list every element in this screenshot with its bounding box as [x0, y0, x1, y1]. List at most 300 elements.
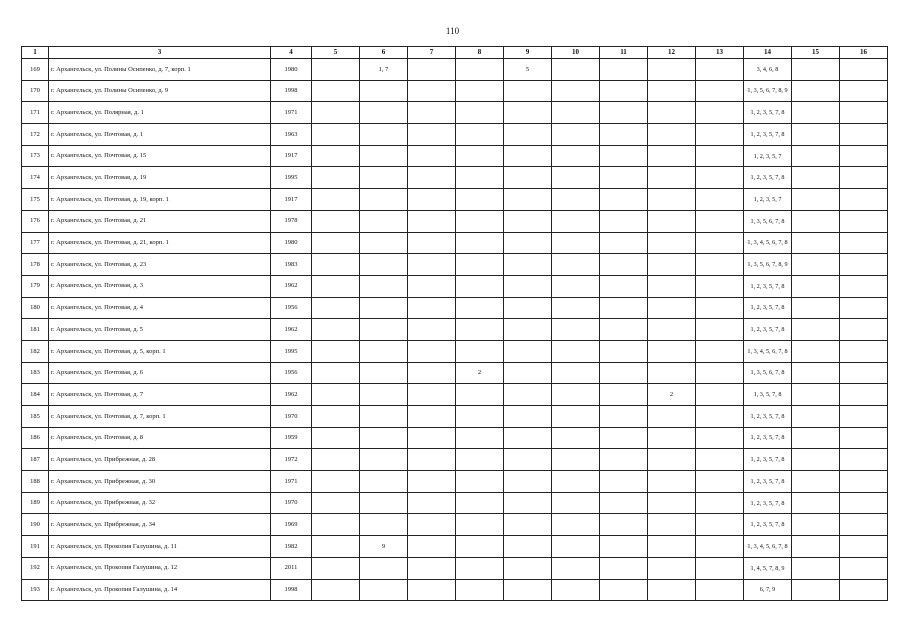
table-cell	[600, 514, 648, 536]
table-cell	[360, 384, 408, 406]
table-cell	[792, 145, 840, 167]
table-cell	[360, 102, 408, 124]
table-cell	[456, 427, 504, 449]
table-cell: 1956	[271, 297, 312, 319]
table-cell	[600, 492, 648, 514]
table-cell	[552, 362, 600, 384]
table-cell: г. Архангельск, ул. Прокопия Галушина, д. 11	[49, 536, 271, 558]
table-cell	[504, 124, 552, 146]
table-cell: 2011	[271, 557, 312, 579]
table-cell	[792, 471, 840, 493]
table-cell: 1, 2, 3, 5, 7, 8	[744, 167, 792, 189]
table-cell: 192	[22, 557, 49, 579]
table-cell	[648, 406, 696, 428]
table-cell	[792, 427, 840, 449]
table-row	[22, 449, 888, 471]
table-row	[22, 492, 888, 514]
table-cell	[840, 449, 888, 471]
table-cell	[552, 189, 600, 211]
table-cell	[552, 297, 600, 319]
table-row	[22, 232, 888, 254]
table-cell	[600, 297, 648, 319]
table-cell: 5	[504, 59, 552, 81]
table-cell	[312, 579, 360, 601]
table-cell	[840, 80, 888, 102]
table-cell	[504, 536, 552, 558]
table-cell	[696, 124, 744, 146]
table-cell	[792, 536, 840, 558]
table-cell: 191	[22, 536, 49, 558]
table-cell	[312, 167, 360, 189]
table-cell	[600, 384, 648, 406]
table-cell	[360, 254, 408, 276]
table-cell	[840, 297, 888, 319]
table-cell	[552, 536, 600, 558]
table-row	[22, 340, 888, 362]
table-cell	[840, 275, 888, 297]
table-cell: 1980	[271, 59, 312, 81]
header-row	[22, 47, 888, 59]
table-cell	[408, 124, 456, 146]
table-cell: 1962	[271, 319, 312, 341]
table-cell	[360, 557, 408, 579]
table-cell	[456, 449, 504, 471]
table-cell: 1, 3, 5, 6, 7, 8	[744, 362, 792, 384]
table-cell: 3, 4, 6, 8	[744, 59, 792, 81]
table-cell	[312, 557, 360, 579]
table-cell: 1917	[271, 189, 312, 211]
table-cell: 181	[22, 319, 49, 341]
table-cell	[360, 232, 408, 254]
table-cell	[696, 145, 744, 167]
table-cell	[840, 579, 888, 601]
table-cell	[600, 406, 648, 428]
table-cell	[696, 579, 744, 601]
table-cell: г. Архангельск, ул. Почтовая, д. 7	[49, 384, 271, 406]
table-cell	[840, 59, 888, 81]
table-cell: г. Архангельск, ул. Почтовая, д. 19, корп. 1	[49, 189, 271, 211]
table-cell	[552, 471, 600, 493]
table-cell	[696, 362, 744, 384]
table-cell	[312, 232, 360, 254]
table-cell: 180	[22, 297, 49, 319]
table-cell	[792, 254, 840, 276]
table-cell	[408, 427, 456, 449]
table-cell: 1956	[271, 362, 312, 384]
table-cell	[504, 492, 552, 514]
table-cell	[600, 449, 648, 471]
table-cell	[840, 471, 888, 493]
table-cell	[504, 449, 552, 471]
table-cell	[648, 427, 696, 449]
table-cell	[360, 80, 408, 102]
table-cell	[840, 362, 888, 384]
table-cell: 1995	[271, 340, 312, 362]
table-cell	[696, 297, 744, 319]
table-cell	[648, 232, 696, 254]
table-cell: г. Архангельск, ул. Почтовая, д. 7, корп. 1	[49, 406, 271, 428]
table-cell	[792, 514, 840, 536]
table-cell	[696, 406, 744, 428]
table-cell	[648, 362, 696, 384]
table-cell	[552, 145, 600, 167]
table-cell	[648, 124, 696, 146]
table-cell	[840, 514, 888, 536]
table-cell: 1980	[271, 232, 312, 254]
column-header: 5	[312, 47, 360, 59]
table-cell	[408, 210, 456, 232]
table-cell	[456, 210, 504, 232]
table-cell: 1978	[271, 210, 312, 232]
table-cell	[792, 362, 840, 384]
table-cell	[696, 59, 744, 81]
table-cell	[312, 340, 360, 362]
table-cell	[600, 124, 648, 146]
table-cell	[504, 319, 552, 341]
column-header: 14	[744, 47, 792, 59]
table-cell	[600, 167, 648, 189]
table-row	[22, 167, 888, 189]
table-row	[22, 406, 888, 428]
table-cell	[600, 232, 648, 254]
table-cell: 1971	[271, 102, 312, 124]
table-cell	[360, 124, 408, 146]
table-cell: 1970	[271, 492, 312, 514]
table-cell: г. Архангельск, ул. Почтовая, д. 8	[49, 427, 271, 449]
column-header: 9	[504, 47, 552, 59]
table-cell	[504, 297, 552, 319]
table-cell: 182	[22, 340, 49, 362]
table-cell: 1998	[271, 579, 312, 601]
table-cell	[408, 275, 456, 297]
table-cell: 169	[22, 59, 49, 81]
table-cell	[504, 189, 552, 211]
table-cell	[648, 210, 696, 232]
table-cell	[792, 102, 840, 124]
column-header: 3	[49, 47, 271, 59]
table-cell	[552, 514, 600, 536]
table-cell	[696, 427, 744, 449]
table-cell	[312, 384, 360, 406]
table-cell: 1, 3, 5, 7, 8	[744, 384, 792, 406]
table-cell	[552, 124, 600, 146]
table-cell: 190	[22, 514, 49, 536]
table-cell	[456, 254, 504, 276]
column-header: 10	[552, 47, 600, 59]
table-cell	[312, 406, 360, 428]
table-cell: 1, 3, 4, 5, 6, 7, 8	[744, 232, 792, 254]
table-row	[22, 102, 888, 124]
table-cell: г. Архангельск, ул. Почтовая, д. 19	[49, 167, 271, 189]
table-cell	[360, 210, 408, 232]
table-cell	[408, 514, 456, 536]
table-cell	[552, 340, 600, 362]
table-cell: г. Архангельск, ул. Прибрежная, д. 32	[49, 492, 271, 514]
table-cell	[504, 167, 552, 189]
table-cell: 184	[22, 384, 49, 406]
table-cell	[696, 319, 744, 341]
table-cell: 176	[22, 210, 49, 232]
table-cell	[840, 340, 888, 362]
table-cell: 188	[22, 471, 49, 493]
table-cell: г. Архангельск, ул. Почтовая, д. 5, корп. 1	[49, 340, 271, 362]
table-cell	[696, 514, 744, 536]
table-cell	[408, 362, 456, 384]
table-cell	[648, 254, 696, 276]
table-cell	[360, 189, 408, 211]
table-row	[22, 514, 888, 536]
table-cell	[552, 102, 600, 124]
table-cell	[456, 340, 504, 362]
table-row	[22, 59, 888, 81]
table-cell	[840, 427, 888, 449]
table-cell	[552, 427, 600, 449]
table-cell	[312, 449, 360, 471]
table-cell	[408, 80, 456, 102]
table-cell: 1, 2, 3, 5, 7, 8	[744, 275, 792, 297]
table-cell	[792, 189, 840, 211]
table-cell	[648, 449, 696, 471]
table-cell: 1972	[271, 449, 312, 471]
table-cell	[360, 579, 408, 601]
table-cell	[600, 362, 648, 384]
table-cell	[552, 579, 600, 601]
table-cell	[648, 297, 696, 319]
table-cell	[840, 232, 888, 254]
table-row	[22, 427, 888, 449]
table-cell	[456, 319, 504, 341]
table-cell	[312, 210, 360, 232]
table-cell	[552, 557, 600, 579]
table-cell	[696, 557, 744, 579]
table-cell	[792, 59, 840, 81]
table-cell	[648, 471, 696, 493]
table-cell: 173	[22, 145, 49, 167]
table-cell	[504, 210, 552, 232]
table-cell	[360, 492, 408, 514]
table-cell: 186	[22, 427, 49, 449]
table-cell	[456, 579, 504, 601]
table-cell	[504, 579, 552, 601]
table-cell	[552, 232, 600, 254]
table-cell	[648, 145, 696, 167]
table-cell	[312, 80, 360, 102]
table-cell	[552, 449, 600, 471]
table-cell	[360, 449, 408, 471]
column-header: 6	[360, 47, 408, 59]
table-cell	[552, 492, 600, 514]
table-cell	[312, 536, 360, 558]
table-cell	[600, 471, 648, 493]
table-row	[22, 362, 888, 384]
table-cell	[648, 579, 696, 601]
table-cell: 1969	[271, 514, 312, 536]
table-cell	[600, 102, 648, 124]
table-cell	[792, 80, 840, 102]
table-cell	[696, 189, 744, 211]
table-cell	[456, 536, 504, 558]
table-cell	[408, 59, 456, 81]
table-cell	[840, 406, 888, 428]
table-cell: 1, 7	[360, 59, 408, 81]
table-row	[22, 210, 888, 232]
table-cell	[648, 492, 696, 514]
table-cell	[408, 536, 456, 558]
table-cell	[360, 471, 408, 493]
table-row	[22, 384, 888, 406]
table-cell	[600, 254, 648, 276]
table-cell	[504, 384, 552, 406]
table-cell	[408, 254, 456, 276]
table-cell: 2	[456, 362, 504, 384]
table-cell	[552, 384, 600, 406]
table-cell	[408, 384, 456, 406]
table-cell	[696, 232, 744, 254]
table-cell	[504, 514, 552, 536]
table-cell	[504, 471, 552, 493]
table-row	[22, 275, 888, 297]
table-cell	[360, 167, 408, 189]
table-cell	[456, 80, 504, 102]
table-cell	[840, 319, 888, 341]
table-cell	[792, 406, 840, 428]
table-cell	[792, 210, 840, 232]
table-cell: 187	[22, 449, 49, 471]
table-cell: 1, 3, 5, 6, 7, 8	[744, 210, 792, 232]
table-cell	[600, 145, 648, 167]
table-cell	[360, 319, 408, 341]
table-cell	[408, 319, 456, 341]
table-cell	[840, 102, 888, 124]
table-cell: 174	[22, 167, 49, 189]
table-cell	[648, 275, 696, 297]
table-cell	[360, 514, 408, 536]
table-cell	[312, 319, 360, 341]
table-cell	[456, 514, 504, 536]
table-cell: 177	[22, 232, 49, 254]
table-cell	[840, 145, 888, 167]
table-cell: 1, 2, 3, 5, 7, 8	[744, 319, 792, 341]
column-header: 7	[408, 47, 456, 59]
table-cell: г. Архангельск, ул. Почтовая, д. 21	[49, 210, 271, 232]
table-cell: 170	[22, 80, 49, 102]
table-cell	[600, 536, 648, 558]
table-cell	[312, 275, 360, 297]
table-cell	[312, 362, 360, 384]
table-cell	[648, 514, 696, 536]
table-cell	[408, 557, 456, 579]
table-cell	[408, 232, 456, 254]
table-cell	[696, 80, 744, 102]
table-cell: 1, 2, 3, 5, 7, 8	[744, 449, 792, 471]
table-cell: 1, 2, 3, 5, 7, 8	[744, 427, 792, 449]
table-cell	[696, 536, 744, 558]
table-cell	[600, 427, 648, 449]
table-cell	[456, 275, 504, 297]
table-cell: 1962	[271, 384, 312, 406]
table-cell	[504, 102, 552, 124]
table-cell: 1, 2, 3, 5, 7, 8	[744, 514, 792, 536]
table-cell	[456, 557, 504, 579]
table-cell	[792, 384, 840, 406]
table-cell	[456, 384, 504, 406]
column-header: 11	[600, 47, 648, 59]
table-row	[22, 319, 888, 341]
table-cell	[696, 102, 744, 124]
table-cell	[600, 80, 648, 102]
table-cell: 9	[360, 536, 408, 558]
table-cell: г. Архангельск, ул. Полярная, д. 1	[49, 102, 271, 124]
table-cell: 1, 2, 3, 5, 7, 8	[744, 471, 792, 493]
table-cell: г. Архангельск, ул. Почтовая, д. 6	[49, 362, 271, 384]
table-cell	[456, 102, 504, 124]
table-cell	[648, 536, 696, 558]
table-cell	[696, 492, 744, 514]
table-cell	[840, 557, 888, 579]
table-cell	[504, 232, 552, 254]
table-cell	[552, 319, 600, 341]
table-cell	[552, 167, 600, 189]
table-cell	[408, 579, 456, 601]
column-header: 4	[271, 47, 312, 59]
table-cell	[456, 59, 504, 81]
table-cell	[552, 210, 600, 232]
table-cell	[312, 427, 360, 449]
table-cell	[360, 427, 408, 449]
table-cell	[840, 167, 888, 189]
table-cell	[792, 232, 840, 254]
buildings-table	[21, 46, 888, 601]
table-cell	[504, 145, 552, 167]
table-cell	[696, 210, 744, 232]
table-cell	[696, 254, 744, 276]
table-row	[22, 124, 888, 146]
table-row	[22, 579, 888, 601]
table-cell: 1, 2, 3, 5, 7	[744, 189, 792, 211]
table-cell: 1, 2, 3, 5, 7, 8	[744, 492, 792, 514]
table-cell	[360, 406, 408, 428]
table-cell	[456, 471, 504, 493]
table-cell	[792, 124, 840, 146]
table-cell	[456, 406, 504, 428]
table-cell	[648, 189, 696, 211]
table-cell	[456, 232, 504, 254]
table-cell	[648, 80, 696, 102]
table-cell	[408, 406, 456, 428]
table-cell	[696, 449, 744, 471]
table-cell	[456, 145, 504, 167]
column-header: 1	[22, 47, 49, 59]
table-cell	[792, 340, 840, 362]
table-cell	[648, 557, 696, 579]
table-cell	[504, 254, 552, 276]
table-cell: 1917	[271, 145, 312, 167]
column-header: 12	[648, 47, 696, 59]
table-cell	[552, 406, 600, 428]
table-row	[22, 145, 888, 167]
table-cell	[792, 319, 840, 341]
table-cell	[408, 297, 456, 319]
table-cell: 6, 7, 9	[744, 579, 792, 601]
table-cell	[456, 189, 504, 211]
table-cell	[408, 471, 456, 493]
table-cell	[600, 210, 648, 232]
table-cell: г. Архангельск, ул. Прокопия Галушина, д. 14	[49, 579, 271, 601]
table-row	[22, 254, 888, 276]
table-cell: г. Архангельск, ул. Прибрежная, д. 34	[49, 514, 271, 536]
table-cell: г. Архангельск, ул. Почтовая, д. 5	[49, 319, 271, 341]
table-cell	[600, 275, 648, 297]
